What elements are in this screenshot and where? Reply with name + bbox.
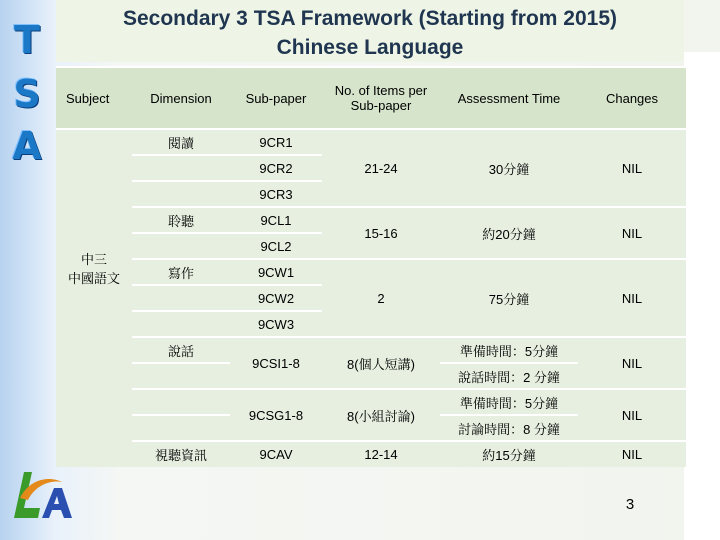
time-listening: 約20分鐘 [440,207,578,259]
subject-line-2: 中國語文 [67,270,120,286]
tsa-sidebar [0,0,52,540]
items-listening: 15-16 [322,207,440,259]
time-csg-prep: 準備時間：5分鐘 [440,389,578,415]
subject-cell [56,129,132,467]
subpaper-cw3: 9CW3 [230,311,322,337]
subpaper-cav: 9CAV [230,441,322,467]
tsa-letter-s: S [13,72,41,116]
dimension-empty [132,285,230,311]
time-csi-speak: 說話時間：2 分鐘 [440,363,578,389]
header-items [322,67,440,129]
hkeaa-logo-icon [6,462,76,524]
dimension-empty [132,389,230,415]
title-line-2: Chinese Language [276,36,464,59]
changes-csi: NIL [578,337,686,389]
subpaper-cw1: 9CW1 [230,259,322,285]
table-row [56,259,686,285]
dimension-empty [132,311,230,337]
logo-blue-a [42,488,72,518]
subpaper-cw2: 9CW2 [230,285,322,311]
subpaper-cr1: 9CR1 [230,129,322,155]
changes-csg: NIL [578,389,686,441]
subpaper-csi: 9CSI1-8 [230,337,322,389]
changes-reading: NIL [578,129,686,207]
dimension-av: 視聽資訊 [132,441,230,467]
table-header-row [56,67,686,129]
dimension-writing: 寫作 [132,259,230,285]
dimension-empty [132,363,230,389]
tsa-letter-t: T [14,18,40,62]
title-line-1: Secondary 3 TSA Framework (Starting from 2015) [122,7,618,30]
table-row [56,337,686,363]
time-csi-prep: 準備時間：5分鐘 [440,337,578,363]
page-title [56,4,684,62]
table-row [56,207,686,233]
right-margin [684,52,720,540]
subpaper-cl1: 9CL1 [230,207,322,233]
dimension-reading: 閱讀 [132,129,230,155]
items-reading: 21-24 [322,129,440,207]
subpaper-cl2: 9CL2 [230,233,322,259]
subject-line-1: 中三 [80,251,107,267]
header-subject: Subject [56,67,132,129]
header-changes: Changes [578,67,686,129]
dimension-speaking: 說話 [132,337,230,363]
items-writing: 2 [322,259,440,337]
header-items-line-2: Sub-paper [350,98,412,113]
time-writing: 75分鐘 [440,259,578,337]
dimension-empty [132,181,230,207]
items-csg: 8(小組討論) [322,389,440,441]
dimension-listening: 聆聽 [132,207,230,233]
framework-table [56,66,686,467]
subpaper-cr2: 9CR2 [230,155,322,181]
tsa-letter-a: A [12,124,42,168]
header-items-line-1: No. of Items per [334,83,428,98]
time-cav: 約15分鐘 [440,441,578,467]
table-row [56,389,686,415]
changes-listening: NIL [578,207,686,259]
subpaper-cr3: 9CR3 [230,181,322,207]
dimension-empty [132,155,230,181]
dimension-empty [132,233,230,259]
header-subpaper: Sub-paper [230,67,322,129]
items-cav: 12-14 [322,441,440,467]
header-time: Assessment Time [440,67,578,129]
time-csg-discuss: 討論時間：8 分鐘 [440,415,578,441]
time-reading: 30分鐘 [440,129,578,207]
items-csi: 8(個人短講) [322,337,440,389]
page-number: 3 [625,496,635,513]
header-dimension: Dimension [132,67,230,129]
table-row [56,129,686,155]
changes-writing: NIL [578,259,686,337]
subpaper-csg: 9CSG1-8 [230,389,322,441]
table-row [56,441,686,467]
changes-cav: NIL [578,441,686,467]
dimension-empty [132,415,230,441]
